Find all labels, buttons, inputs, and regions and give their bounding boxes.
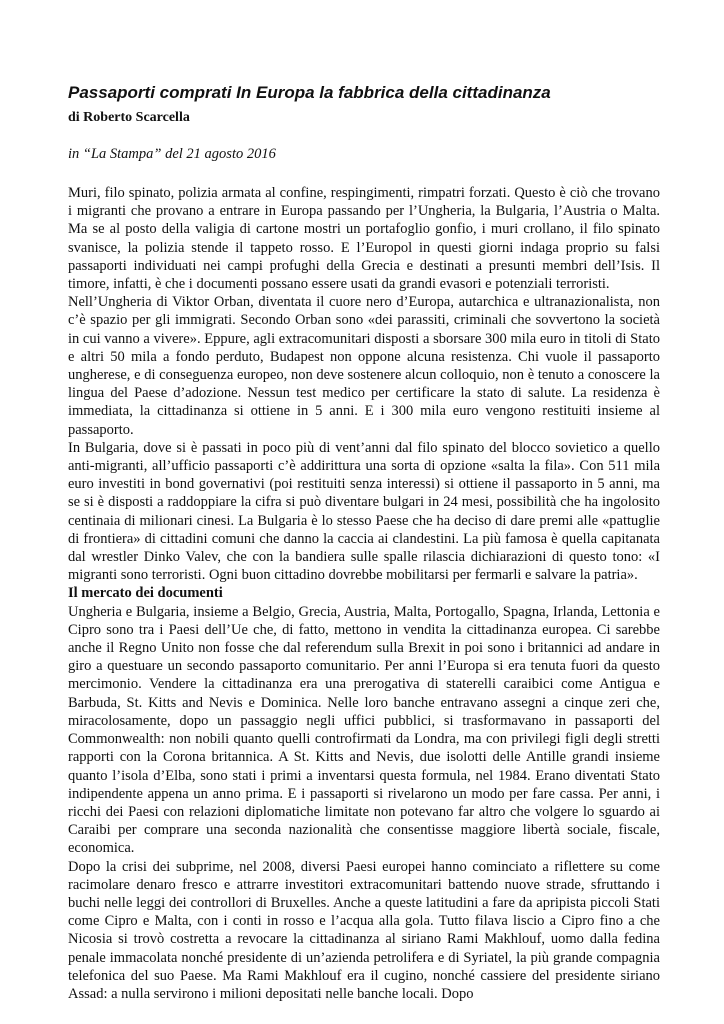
paragraph: Dopo la crisi dei subprime, nel 2008, diversi Paesi europei hanno cominciato a riflettere su come racimolare denaro fresco e attrarre investitori extracomunitari battendo nuove strade, sfruttando i buchi nelle leggi dei controllori di Bruxelles. Anche a queste latitudini a fare da apripista piccoli Stati come Cipro e Malta, con i conti in rosso e l’acqua alla gola. Tutto filava liscio a Cipro fino a che Nicosia si trovò costretta a revocare la cittadinanza al siriano Rami Makhlouf, uomo dalla fedina penale immacolata nonché presidente di un’azienda petrolifera e di Syriatel, la più grande compagnia telefonica del suo Paese. Ma Rami Makhlouf era il cugino, nonché cassiere del presidente siriano Assad: a nulla servirono i milioni depositati nelle banche locali. Dopo bbox=[68, 858, 660, 1002]
paragraph: Ungheria e Bulgaria, insieme a Belgio, Grecia, Austria, Malta, Portogallo, Spagna, Irlanda, Lettonia e Cipro sono tra i Paesi dell’Ue che, di fatto, mettono in vendita la cittadinanza europea. Ci sarebbe anche il Regno Unito non fosse che dal referendum sulla Brexit in poi sono i britannici ad andare in giro a questuare un secondo passaporto comunitario. Per anni l’Europa si era tenuta fuori da questo mercimonio. Vendere la cittadinanza era una prerogativa di staterelli caraibici come Antigua e Barbuda, St. Kitts and Nevis e Dominica. Nelle loro banche entravano assegni a cinque zeri che, miracolosamente, dopo un passaggio negli uffici pubblici, si trasformavano in passaporti del Commonwealth: non nobili quanto quelli controfirmati da Londra, ma con privilegi figli degli stretti rapporti con la Corona britannica. A St. Kitts and Nevis, due isolotti delle Antille grandi insieme quanto l’isola d’Elba, sono stati i primi a inventarsi questa formula, nel 1984. Erano diventati Stato indipendente appena un anno prima. E i passaporti si rivelarono un modo per fare cassa. Per anni, i ricchi dei Paesi con relazioni diplomatiche limitate non potevano far altro che volgere lo sguardo ai Caraibi per comprare una seconda nazionalità che consentisse maggiore libertà sociale, fiscale, economica. bbox=[68, 603, 660, 857]
article-title: Passaporti comprati In Europa la fabbrica della cittadinanza bbox=[68, 83, 551, 102]
article-body bbox=[68, 184, 660, 1003]
article-page bbox=[68, 82, 660, 1003]
section-heading: Il mercato dei documenti bbox=[68, 585, 223, 602]
paragraph: In Bulgaria, dove si è passati in poco più di vent’anni dal filo spinato del blocco sovietico a quello anti-migranti, all’ufficio passaporti c’è addirittura una sorta di opzione «salta la fila». Con 511 mila euro investiti in bond governativi (poi restituiti senza interessi) si ottiene il passaporto in 5 anni, ma se si è disposti a raddoppiare la cifra si può diventare bulgari in 24 mesi, possibilità che ha ingolosito centinaia di milionari cinesi. La Bulgaria è lo stesso Paese che ha deciso di dare premi alle «pattuglie di frontiera» di cittadini comuni che danno la caccia ai clandestini. La più famosa è quella capitanata dal wrestler Dinko Valev, che con la bandiera sulle spalle rilascia dichiarazioni di questo tono: «I migranti sono terroristi. Ogni buon cittadino dovrebbe mobilitarsi per fermarli e salvare la patria». bbox=[68, 439, 660, 584]
article-author: di Roberto Scarcella bbox=[68, 110, 190, 125]
article-source: in “La Stampa” del 21 agosto 2016 bbox=[68, 146, 276, 162]
paragraph: Muri, filo spinato, polizia armata al confine, respingimenti, rimpatri forzati. Questo è ciò che trovano i migranti che provano a entrare in Europa passando per l’Ungheria, la Bulgaria, l’Austria o Malta. Ma se al posto della valigia di cartone mostri un portafoglio gonfio, i muri crollano, il filo spinato svanisce, la polizia stende il tappeto rosso. E l’Europol in questi giorni indaga proprio su falsi passaporti individuati nei campi profughi della Grecia e destinati a presunti membri dell’Isis. Il timore, infatti, è che i documenti possano essere usati da grandi evasori e potenziali terroristi. bbox=[68, 185, 660, 293]
paragraph: Nell’Ungheria di Viktor Orban, diventata il cuore nero d’Europa, autarchica e ultranazionalista, non c’è spazio per gli immigrati. Secondo Orban sono «dei parassiti, criminali che sovvertono la società in cui vanno a vivere». Eppure, agli extracomunitari disposti a sborsare 300 mila euro in titoli di Stato e altri 50 mila a fondo perduto, Budapest non oppone alcuna resistenza. Chi vuole il passaporto ungherese, e di conseguenza europeo, non deve sostenere alcun colloquio, non è tenuto a conoscere la lingua del Paese d’adozione. Nessun test medico per certificare la stato di salute. La residenza è immediata, la cittadinanza si ottiene in 5 anni. E i 300 mila euro vengono restituiti insieme al passaporto. bbox=[68, 294, 660, 438]
